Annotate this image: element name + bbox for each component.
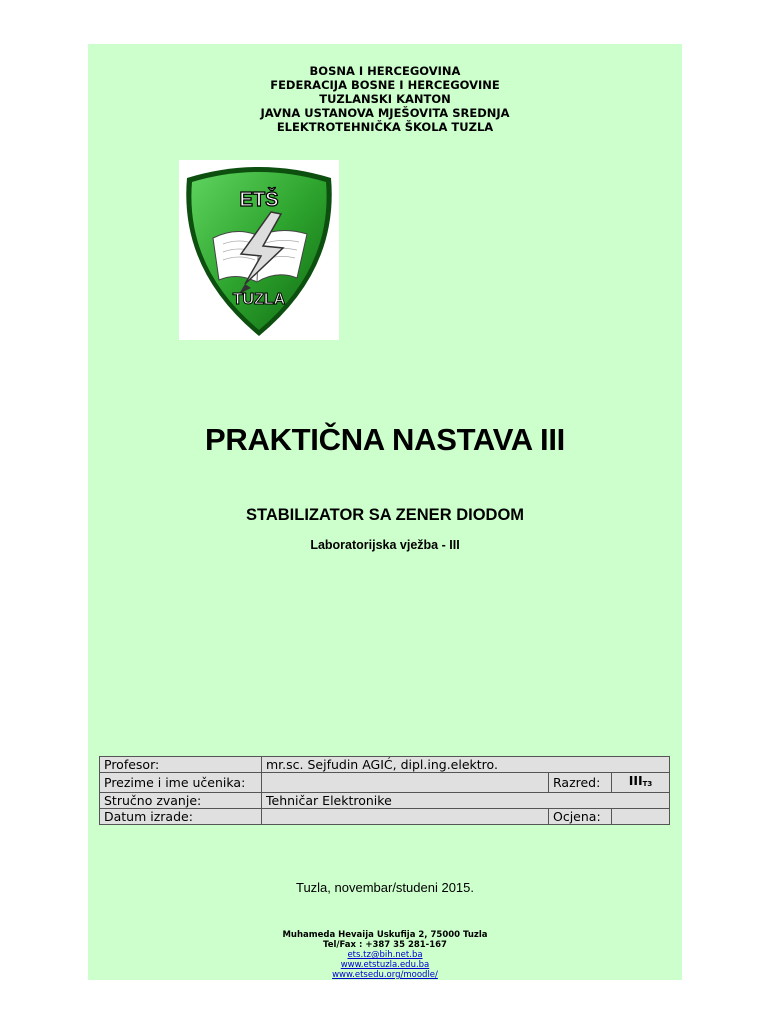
school-logo [179,160,339,340]
profession-label: Stručno zvanje: [100,793,262,809]
footer-address: Muhameda Hevaija Uskufija 2, 75000 Tuzla [282,930,488,940]
school-contact-footer [88,930,682,980]
table-row [100,773,670,793]
student-info-table [99,756,670,825]
institution-header [88,64,682,134]
grade-field[interactable] [612,809,670,825]
logo-bottom-text: TUZLA [232,291,286,308]
professor-label: Profesor: [100,757,262,773]
document-page [88,44,682,980]
footer-telfax: Tel/Fax : +387 35 281-167 [323,940,447,950]
place-and-date: Tuzla, novembar/studeni 2015. [295,880,474,895]
logo-top-text: ETŠ [239,189,279,211]
document-title: PRAKTIČNA NASTAVA III [205,422,565,457]
date-label: Datum izrade: [100,809,262,825]
footer-website-link[interactable]: www.etstuzla.edu.ba [340,960,430,970]
header-line-federation: FEDERACIJA BOSNE I HERCEGOVINE [270,78,500,92]
book-lightning-shield-icon [179,160,339,340]
lab-exercise-label: Laboratorijska vježba - III [310,538,460,552]
footer-moodle-link[interactable]: www.etsedu.org/moodle/ [332,970,438,980]
date-field[interactable] [262,809,549,825]
class-value-main: III [628,773,643,788]
student-name-label: Prezime i ime učenika: [100,773,262,793]
table-row [100,793,670,809]
grade-label: Ocjena: [549,809,612,825]
profession-value: Tehničar Elektronike [262,793,670,809]
table-row [100,809,670,825]
table-row [100,757,670,773]
header-line-school: ELEKTROTEHNIČKA ŠKOLA TUZLA [276,120,494,134]
footer-email-link[interactable]: ets.tz@bih.net.ba [347,950,423,960]
class-value [612,773,670,793]
header-line-canton: TUZLANSKI KANTON [319,92,451,106]
document-subtitle: STABILIZATOR SA ZENER DIODOM [245,506,525,524]
header-line-country: BOSNA I HERCEGOVINA [309,64,461,78]
professor-value: mr.sc. Sejfudin AGIĆ, dipl.ing.elektro. [262,757,670,773]
student-name-field[interactable] [262,773,549,793]
header-line-institution: JAVNA USTANOVA MJEŠOVITA SREDNJA [260,106,510,120]
class-value-sub: T3 [642,780,653,788]
class-label: Razred: [549,773,612,793]
